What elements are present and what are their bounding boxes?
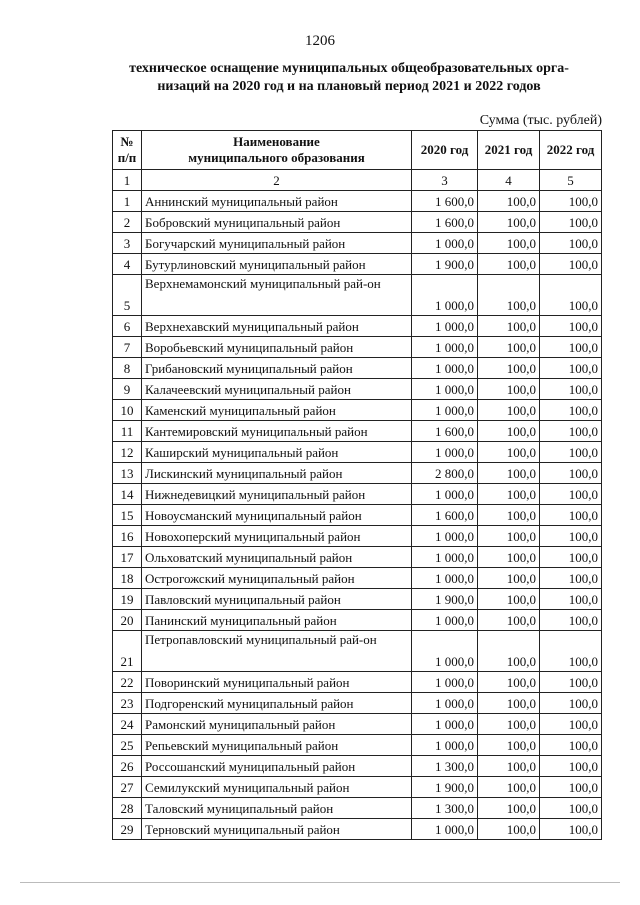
amount-2020-cell: 2 800,0	[412, 463, 478, 484]
amount-2021-cell: 100,0	[478, 672, 540, 693]
amount-2020-cell: 1 000,0	[412, 400, 478, 421]
row-number-cell: 28	[113, 798, 142, 819]
units-label: Сумма (тыс. рублей)	[479, 113, 602, 128]
header-num	[113, 131, 142, 170]
table-row	[113, 526, 602, 547]
municipality-name-cell: Богучарский муниципальный район	[142, 233, 412, 254]
amount-2020-cell: 1 000,0	[412, 337, 478, 358]
table-row	[113, 233, 602, 254]
amount-2022-cell: 100,0	[540, 526, 602, 547]
amount-2022-cell: 100,0	[540, 233, 602, 254]
amount-2022-cell: 100,0	[540, 756, 602, 777]
row-number-cell: 2	[113, 212, 142, 233]
amount-2020-cell: 1 000,0	[412, 526, 478, 547]
amount-2021-cell: 100,0	[478, 442, 540, 463]
budget-table	[112, 130, 602, 840]
amount-2021-cell: 100,0	[478, 735, 540, 756]
amount-2020-cell: 1 000,0	[412, 672, 478, 693]
column-index: 5	[540, 170, 602, 191]
municipality-name-cell: Нижнедевицкий муниципальный район	[142, 484, 412, 505]
amount-2020-cell: 1 000,0	[412, 379, 478, 400]
amount-2022-cell: 100,0	[540, 568, 602, 589]
table-row	[113, 777, 602, 798]
row-number-cell: 3	[113, 233, 142, 254]
header-row	[113, 131, 602, 170]
amount-2021-cell: 100,0	[478, 568, 540, 589]
column-index-row	[113, 170, 602, 191]
table-body	[113, 170, 602, 840]
table-row	[113, 610, 602, 631]
row-number-cell: 13	[113, 463, 142, 484]
row-number-cell: 26	[113, 756, 142, 777]
table-row	[113, 589, 602, 610]
amount-2022-cell: 100,0	[540, 505, 602, 526]
document-heading	[96, 60, 602, 96]
table-row	[113, 819, 602, 840]
amount-2021-cell: 100,0	[478, 400, 540, 421]
amount-2022-cell: 100,0	[540, 337, 602, 358]
table-row	[113, 212, 602, 233]
amount-2022-cell: 100,0	[540, 358, 602, 379]
amount-2022-cell: 100,0	[540, 421, 602, 442]
table-row	[113, 316, 602, 337]
column-index: 2	[142, 170, 412, 191]
amount-2020-cell: 1 000,0	[412, 316, 478, 337]
amount-2020-cell: 1 000,0	[412, 631, 478, 672]
amount-2022-cell: 100,0	[540, 693, 602, 714]
row-number-cell: 22	[113, 672, 142, 693]
table-header	[113, 131, 602, 170]
amount-2020-cell: 1 600,0	[412, 505, 478, 526]
municipality-name-cell: Воробьевский муниципальный район	[142, 337, 412, 358]
municipality-name-cell: Верхнемамонский муниципальный рай-он	[142, 275, 412, 316]
heading-line-2: низаций на 2020 год и на плановый период 2021 и 2022 годов	[157, 79, 541, 94]
amount-2021-cell: 100,0	[478, 421, 540, 442]
municipality-name-cell: Репьевский муниципальный район	[142, 735, 412, 756]
table-row	[113, 337, 602, 358]
page-number: 1206	[305, 33, 335, 49]
amount-2020-cell: 1 000,0	[412, 358, 478, 379]
table-row	[113, 442, 602, 463]
amount-2021-cell: 100,0	[478, 505, 540, 526]
amount-2022-cell: 100,0	[540, 610, 602, 631]
municipality-name-cell: Поворинский муниципальный район	[142, 672, 412, 693]
header-name-line-2: муниципального образования	[188, 150, 365, 165]
amount-2020-cell: 1 000,0	[412, 547, 478, 568]
amount-2022-cell: 100,0	[540, 819, 602, 840]
municipality-name-cell: Новохоперский муниципальный район	[142, 526, 412, 547]
amount-2020-cell: 1 900,0	[412, 254, 478, 275]
header-num-line-1: №	[120, 134, 134, 149]
municipality-name-cell: Бутурлиновский муниципальный район	[142, 254, 412, 275]
amount-2022-cell: 100,0	[540, 400, 602, 421]
municipality-name-cell: Кантемировский муниципальный район	[142, 421, 412, 442]
page-bottom-rule	[20, 882, 620, 883]
amount-2021-cell: 100,0	[478, 777, 540, 798]
table-row	[113, 463, 602, 484]
amount-2021-cell: 100,0	[478, 233, 540, 254]
row-number-cell: 27	[113, 777, 142, 798]
municipality-name-cell: Грибановский муниципальный район	[142, 358, 412, 379]
row-number-cell: 19	[113, 589, 142, 610]
municipality-name-cell: Рамонский муниципальный район	[142, 714, 412, 735]
amount-2022-cell: 100,0	[540, 589, 602, 610]
municipality-name-cell: Подгоренский муниципальный район	[142, 693, 412, 714]
row-number-cell: 15	[113, 505, 142, 526]
amount-2021-cell: 100,0	[478, 463, 540, 484]
amount-2021-cell: 100,0	[478, 275, 540, 316]
amount-2020-cell: 1 600,0	[412, 191, 478, 212]
row-number-cell: 10	[113, 400, 142, 421]
amount-2022-cell: 100,0	[540, 463, 602, 484]
amount-2022-cell: 100,0	[540, 777, 602, 798]
table-row	[113, 735, 602, 756]
row-number-cell: 4	[113, 254, 142, 275]
amount-2022-cell: 100,0	[540, 254, 602, 275]
amount-2020-cell: 1 000,0	[412, 484, 478, 505]
municipality-name-cell: Каширский муниципальный район	[142, 442, 412, 463]
table-row	[113, 798, 602, 819]
amount-2022-cell: 100,0	[540, 316, 602, 337]
amount-2021-cell: 100,0	[478, 526, 540, 547]
amount-2020-cell: 1 900,0	[412, 777, 478, 798]
header-num-line-2: п/п	[117, 150, 137, 165]
amount-2021-cell: 100,0	[478, 316, 540, 337]
amount-2020-cell: 1 300,0	[412, 756, 478, 777]
table-row	[113, 631, 602, 672]
amount-2021-cell: 100,0	[478, 484, 540, 505]
table-row	[113, 379, 602, 400]
row-number-cell: 1	[113, 191, 142, 212]
row-number-cell: 17	[113, 547, 142, 568]
header-name-line-1: Наименование	[233, 134, 320, 149]
row-number-cell: 24	[113, 714, 142, 735]
municipality-name-cell: Терновский муниципальный район	[142, 819, 412, 840]
row-number-cell: 16	[113, 526, 142, 547]
amount-2022-cell: 100,0	[540, 484, 602, 505]
row-number-cell: 25	[113, 735, 142, 756]
row-number-cell: 7	[113, 337, 142, 358]
table-row	[113, 714, 602, 735]
row-number-cell: 29	[113, 819, 142, 840]
municipality-name-cell: Павловский муниципальный район	[142, 589, 412, 610]
amount-2022-cell: 100,0	[540, 442, 602, 463]
amount-2022-cell: 100,0	[540, 735, 602, 756]
table-row	[113, 693, 602, 714]
amount-2021-cell: 100,0	[478, 610, 540, 631]
amount-2020-cell: 1 000,0	[412, 819, 478, 840]
municipality-name-cell: Лискинский муниципальный район	[142, 463, 412, 484]
municipality-name-cell: Таловский муниципальный район	[142, 798, 412, 819]
column-index: 4	[478, 170, 540, 191]
row-number-cell: 20	[113, 610, 142, 631]
row-number-cell: 6	[113, 316, 142, 337]
municipality-name-cell: Каменский муниципальный район	[142, 400, 412, 421]
row-number-cell: 18	[113, 568, 142, 589]
table-row	[113, 568, 602, 589]
municipality-name-cell: Петропавловский муниципальный рай-он	[142, 631, 412, 672]
amount-2020-cell: 1 900,0	[412, 589, 478, 610]
amount-2021-cell: 100,0	[478, 756, 540, 777]
amount-2022-cell: 100,0	[540, 275, 602, 316]
table-row	[113, 358, 602, 379]
amount-2020-cell: 1 000,0	[412, 442, 478, 463]
amount-2021-cell: 100,0	[478, 547, 540, 568]
amount-2022-cell: 100,0	[540, 379, 602, 400]
amount-2021-cell: 100,0	[478, 254, 540, 275]
municipality-name-cell: Аннинский муниципальный район	[142, 191, 412, 212]
row-number-cell: 5	[113, 275, 142, 316]
municipality-name-cell: Бобровский муниципальный район	[142, 212, 412, 233]
table-row	[113, 191, 602, 212]
row-number-cell: 11	[113, 421, 142, 442]
amount-2022-cell: 100,0	[540, 714, 602, 735]
amount-2020-cell: 1 000,0	[412, 693, 478, 714]
row-number-cell: 12	[113, 442, 142, 463]
table-row	[113, 421, 602, 442]
amount-2020-cell: 1 600,0	[412, 212, 478, 233]
amount-2022-cell: 100,0	[540, 798, 602, 819]
amount-2021-cell: 100,0	[478, 693, 540, 714]
table-row	[113, 547, 602, 568]
header-2021: 2021 год	[478, 131, 540, 170]
amount-2020-cell: 1 300,0	[412, 798, 478, 819]
header-2022: 2022 год	[540, 131, 602, 170]
heading-line-1: техническое оснащение муниципальных общеобразовательных орга-	[129, 61, 569, 76]
table-row	[113, 254, 602, 275]
table-row	[113, 672, 602, 693]
amount-2021-cell: 100,0	[478, 337, 540, 358]
table-row	[113, 275, 602, 316]
amount-2021-cell: 100,0	[478, 714, 540, 735]
municipality-name-cell: Россошанский муниципальный район	[142, 756, 412, 777]
amount-2020-cell: 1 000,0	[412, 568, 478, 589]
column-index: 1	[113, 170, 142, 191]
amount-2022-cell: 100,0	[540, 631, 602, 672]
amount-2021-cell: 100,0	[478, 379, 540, 400]
amount-2020-cell: 1 000,0	[412, 714, 478, 735]
municipality-name-cell: Семилукский муниципальный район	[142, 777, 412, 798]
amount-2020-cell: 1 000,0	[412, 233, 478, 254]
header-name	[142, 131, 412, 170]
amount-2020-cell: 1 000,0	[412, 275, 478, 316]
amount-2021-cell: 100,0	[478, 358, 540, 379]
amount-2020-cell: 1 600,0	[412, 421, 478, 442]
amount-2022-cell: 100,0	[540, 672, 602, 693]
column-index: 3	[412, 170, 478, 191]
row-number-cell: 23	[113, 693, 142, 714]
municipality-name-cell: Новоусманский муниципальный район	[142, 505, 412, 526]
table-row	[113, 400, 602, 421]
municipality-name-cell: Панинский муниципальный район	[142, 610, 412, 631]
amount-2022-cell: 100,0	[540, 547, 602, 568]
table-row	[113, 505, 602, 526]
table-row	[113, 484, 602, 505]
row-number-cell: 14	[113, 484, 142, 505]
row-number-cell: 8	[113, 358, 142, 379]
row-number-cell: 9	[113, 379, 142, 400]
amount-2021-cell: 100,0	[478, 212, 540, 233]
municipality-name-cell: Калачеевский муниципальный район	[142, 379, 412, 400]
amount-2021-cell: 100,0	[478, 798, 540, 819]
row-number-cell: 21	[113, 631, 142, 672]
amount-2021-cell: 100,0	[478, 191, 540, 212]
amount-2021-cell: 100,0	[478, 819, 540, 840]
amount-2022-cell: 100,0	[540, 212, 602, 233]
amount-2020-cell: 1 000,0	[412, 610, 478, 631]
amount-2021-cell: 100,0	[478, 589, 540, 610]
table-row	[113, 756, 602, 777]
municipality-name-cell: Острогожский муниципальный район	[142, 568, 412, 589]
header-2020: 2020 год	[412, 131, 478, 170]
municipality-name-cell: Ольховатский муниципальный район	[142, 547, 412, 568]
municipality-name-cell: Верхнехавский муниципальный район	[142, 316, 412, 337]
amount-2021-cell: 100,0	[478, 631, 540, 672]
amount-2020-cell: 1 000,0	[412, 735, 478, 756]
amount-2022-cell: 100,0	[540, 191, 602, 212]
